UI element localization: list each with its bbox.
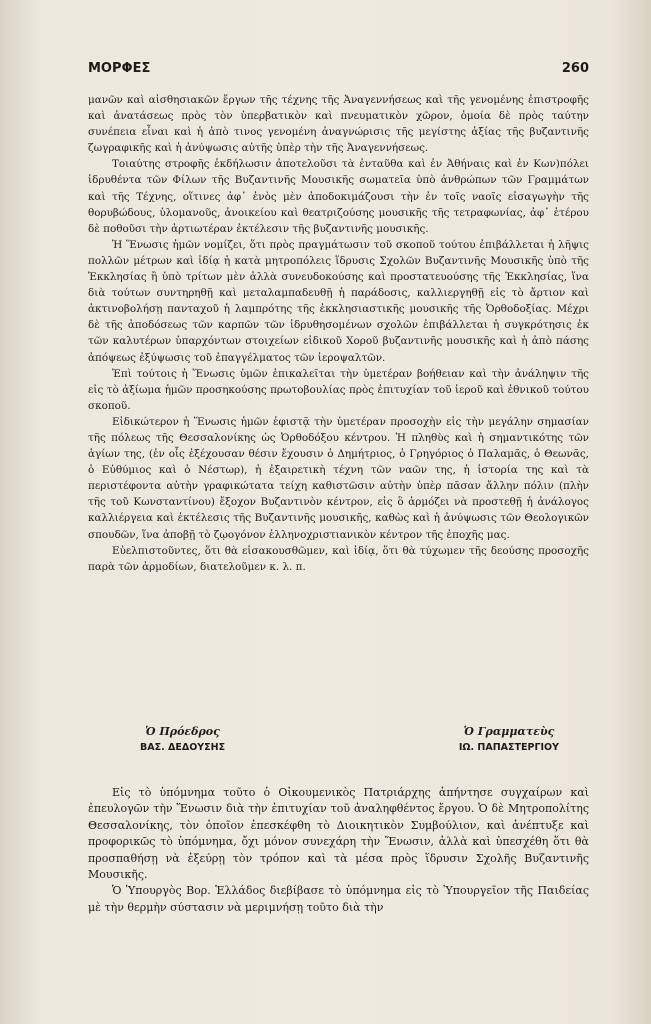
secretary-name: ΙΩ. ΠΑΠΑΣΤΕΡΓΙΟΥ <box>458 742 559 753</box>
paragraph: Ἡ Ἕνωσις ἡμῶν νομίζει, ὅτι πρὸς πραγμάτωσιν τοῦ σκοποῦ τούτου ἐπιβάλλεται ἡ λῆψις πολλῶν μέτρων καὶ ἰδίᾳ ἡ κατὰ μητροπόλεις ἵδρυσις Σχολῶν Βυζαντινῆς Μουσικῆς ὑπὸ τῆς Ἐκκλησίας ἢ ὑπὸ τρίτων μὲν ἀλλὰ συνευδοκούσης καὶ προστατευούσης τῆς Ἐκκλησίας, ἵνα διὰ τούτων συντηρηθῇ καὶ μεταλαμπαδευθῇ ἡ παράδοσις, καλλιεργηθῇ εἰς τὸ ἄρτιον καὶ ἀκτινοβολήσῃ πανταχοῦ ἡ λαμπρότης τῆς ἐκκλησιαστικῆς μουσικῆς τῆς Ὀρθοδοξίας. Μέχρι δὲ τῆς ἀποδόσεως τῶν καρπῶν τῶν ἱδρυθησομένων σχολῶν ἐπιβάλλεται ἡ συγκρότησις ἐκ τῶν καλυτέρων ὑπαρχόντων στοιχείων εἰδικοῦ Χοροῦ βυζαντινῆς μουσικῆς καὶ ἡ ἀπὸ πάσης ἀπόψεως ἐξύψωσις τοῦ ἐπαγγέλματος τῶν ἱεροψαλτῶν. <box>88 238 589 364</box>
page-number: 260 <box>561 61 589 76</box>
paragraph: Ὁ Ὑπουργὸς Βορ. Ἑλλάδος διεβίβασε τὸ ὑπόμνημα εἰς τὸ Ὑπουργεῖον τῆς Παιδείας μὲ τὴν θερμὴν σύστασιν νὰ μεριμνήσῃ τοῦτο διὰ τὴν <box>88 884 589 914</box>
paragraph: μανῶν καὶ αἰσθησιακῶν ἔργων τῆς τέχνης τῆς Ἀναγεννήσεως καὶ τῆς γενομένης ἐπιστροφῆς καὶ ἀνατάσεως πρὸς τὸν ὑπερβατικὸν καὶ πνευματικὸν χῶρον, ὁμοία δὲ πρὸς ταύτην συνέπεια εἶναι καὶ ἡ ἀπὸ τινος γενομένη ἀναγνώρισις τῆς μεγίστης ἀξίας τῆς βυζαντινῆς ζωγραφικῆς καὶ ἡ ἀνύψωσις αὐτῆς ὑπὲρ τὴν τῆς Ἀναγεννήσεως. <box>88 94 589 155</box>
running-title: ΜΟΡΦΕΣ <box>88 61 151 76</box>
president-name: ΒΑΣ. ΔΕΔΟΥΣΗΣ <box>140 742 226 753</box>
president-signature <box>140 724 225 756</box>
secretary-signature <box>459 724 559 756</box>
narrative-body <box>88 785 589 916</box>
paragraph: Εὐελπιστοῦντες, ὅτι θὰ εἰσακουσθῶμεν, καὶ ἰδίᾳ, ὅτι θὰ τύχωμεν τῆς δεούσης προσοχῆς παρὰ τῶν ἁρμοδίων, διατελοῦμεν κ. λ. π. <box>88 544 589 573</box>
president-role: Ὁ Πρόεδρος <box>145 725 220 738</box>
memorandum-body <box>88 92 589 575</box>
secretary-role: Ὁ Γραμματεὺς <box>463 725 555 738</box>
paragraph: Ἐπὶ τούτοις ἡ Ἕνωσις ὑμῶν ἐπικαλεῖται τὴν ὑμετέραν βοήθειαν καὶ τὴν ἀνάληψιν τῆς εἰς τὸ ἀξίωμα ἡμῶν προσηκούσης πρωτοβουλίας πρὸς ἐπιτυχίαν τοῦ ἱεροῦ καὶ ἐθνικοῦ τούτου σκοποῦ. <box>88 367 589 412</box>
signature-block <box>88 724 589 756</box>
page-header <box>88 61 589 76</box>
paragraph: Τοιαύτης στροφῆς ἐκδήλωσιν ἀποτελοῦσι τὰ ἐνταῦθα καὶ ἐν Ἀθήναις καὶ ἐν Κων)πόλει ἱδρυθέντα τῶν Φίλων τῆς Βυζαντινῆς Μουσικῆς σωματεῖα ὑπὸ ἀνθρώπων τῶν Γραμμάτων καὶ τῆς Τέχνης, οἵτινες ἀφ᾽ ἑνὸς μὲν ἀποδοκιμάζουσι τὴν ἐν τοῖς ναοῖς εἰσαγωγὴν τῆς θορυβώδους, ὑλομανοῦς, ἀνοικείου καὶ θεατριζούσης μουσικῆς τῆς τετραφωνίας, ἀφ᾽ ἑτέρου δὲ ποθοῦσι τὴν ἀρτιωτέραν ἐκτέλεσιν τῆς βυζαντινῆς μουσικῆς. <box>88 158 589 235</box>
paragraph: Εἰδικώτερον ἡ Ἕνωσις ἡμῶν ἐφιστᾷ τὴν ὑμετέραν προσοχὴν εἰς τὴν μεγάλην σημασίαν τῆς πόλεως τῆς Θεσσαλονίκης ὡς Ὀρθοδόξου κέντρου. Ἡ πληθὺς καὶ ἡ σημαντικότης τῶν ἁγίων της, (ἐν οἷς ἐξέχουσαν θέσιν ἔχουσιν ὁ Δημήτριος, ὁ Γρηγόριος ὁ Παλαμᾶς, ὁ Θεωνᾶς, ὁ Εὐθύμιος καὶ ὁ Νέστωρ), ἡ ἐξαιρετικὴ τέχνη τῶν ναῶν της, ἡ ἱστορία της καὶ τὰ περιστέφοντα αὐτὴν γραφικώτατα τείχη καθιστῶσιν αὐτὴν ὑπὲρ πᾶσαν ἄλλην πόλιν (πλὴν τῆς τοῦ Κωνσταντίνου) ἔξοχον Βυζαντινὸν κέντρον, εἰς ὃ ἁρμόζει νὰ προστεθῇ ἡ ἀνάλογος καλλιέργεια καὶ ἐκτέλεσις τῆς Βυζαντινῆς μουσικῆς, καθὼς καὶ ἡ ἀνύψωσις τῶν Θεολογικῶν σπουδῶν, ἵνα ἀποβῇ τὸ ζῳογόνον ἑλληνοχριστιανικὸν κέντρον τῆς ἐποχῆς μας. <box>88 415 589 541</box>
paragraph: Εἰς τὸ ὑπόμνημα τοῦτο ὁ Οἰκουμενικὸς Πατριάρχης ἀπήντησε συγχαίρων καὶ ἐπευλογῶν τὴν Ἕνωσιν διὰ τὴν ἐπιτυχίαν τοῦ ἀναληφθέντος ἔργου. Ὁ δὲ Μητροπολίτης Θεσσαλονίκης, τὸν ὁποῖον ἐπεσκέφθη τὸ Διοικητικὸν Συμβούλιον, καὶ ἀνέπτυξε καὶ προφορικῶς τὸ ὑπόμνημα, ὄχι μόνον συνεχάρη τὴν Ἕνωσιν, ἀλλὰ καὶ ὑπεσχέθη ὅτι θὰ προσπαθήσῃ νὰ ἐξεύρῃ τὸν τρόπον καὶ τὰ μέσα πρὸς ἵδρυσιν Σχολῆς Βυζαντινῆς Μουσικῆς. <box>88 786 589 882</box>
